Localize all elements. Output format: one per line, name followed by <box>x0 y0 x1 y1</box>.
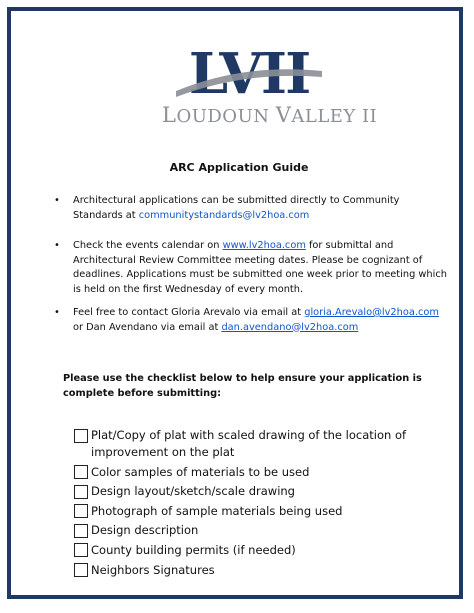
checklist-item-label: Photograph of sample materials being used <box>91 503 343 518</box>
checklist-item-label: Neighbors Signatures <box>91 562 215 577</box>
checkbox[interactable] <box>74 485 88 499</box>
checklist-item-label: Design layout/sketch/scale drawing <box>91 484 295 499</box>
checklist-item-neighbors-signatures <box>74 562 454 579</box>
page-frame <box>7 7 463 599</box>
dan-email-link[interactable]: dan.avendano@lv2hoa.com <box>221 321 359 333</box>
logo-wordmark: LOUDOUN VALLEY II <box>162 103 378 127</box>
monogram-text: LVII <box>188 41 310 103</box>
bullet-dot: • <box>54 240 60 251</box>
checklist-item-label: Design description <box>91 523 199 538</box>
loudoun-valley-logo <box>162 41 378 129</box>
checkbox[interactable] <box>74 429 88 443</box>
checklist <box>74 427 454 581</box>
community-standards-email-link[interactable]: communitystandards@lv2hoa.com <box>138 209 310 221</box>
checklist-item-design-description <box>74 522 454 539</box>
bullet-events-calendar: • Check the events calendar on www.lv2hoa.com for submittal and Architectural Review Committee meeting dates. Please be cognizant of deadlines. Applications must be submitted one week prior to meeting which is held on the first Wednesday of every month. <box>54 240 447 295</box>
checklist-item-plat <box>74 427 454 461</box>
checkbox[interactable] <box>74 504 88 518</box>
checklist-item-label: County building permits (if needed) <box>91 542 296 557</box>
bullet-dot: • <box>54 195 60 206</box>
checkbox[interactable] <box>74 563 88 577</box>
checklist-item-photograph <box>74 503 454 520</box>
checklist-item-color-samples <box>74 464 454 481</box>
checklist-item-design-layout <box>74 483 454 500</box>
checkbox[interactable] <box>74 524 88 538</box>
gloria-email-link[interactable]: gloria.Arevalo@lv2hoa.com <box>304 307 439 318</box>
bullet-community-standards: • Architectural applications can be submitted directly to Community Standards at communitystandards@lv2hoa.com <box>54 195 400 221</box>
checklist-instruction: Please use the checklist below to help ensure your application is complete before submitting: <box>63 373 422 399</box>
bullet-dot: • <box>54 307 60 318</box>
checklist-item-label: Plat/Copy of plat with scaled drawing of the location of improvement on the plat <box>91 428 407 459</box>
checkbox[interactable] <box>74 543 88 557</box>
website-link[interactable]: www.lv2hoa.com <box>222 240 306 251</box>
lvii-monogram <box>174 41 324 103</box>
bullet-contact: • Feel free to contact Gloria Arevalo via email at gloria.Arevalo@lv2hoa.com or Dan Avendano via email at dan.avendano@lv2hoa.com <box>54 307 439 333</box>
page-title: ARC Application Guide <box>169 161 309 174</box>
checklist-item-county-permits <box>74 542 454 559</box>
checkbox[interactable] <box>74 465 88 479</box>
checklist-item-label: Color samples of materials to be used <box>91 464 310 479</box>
